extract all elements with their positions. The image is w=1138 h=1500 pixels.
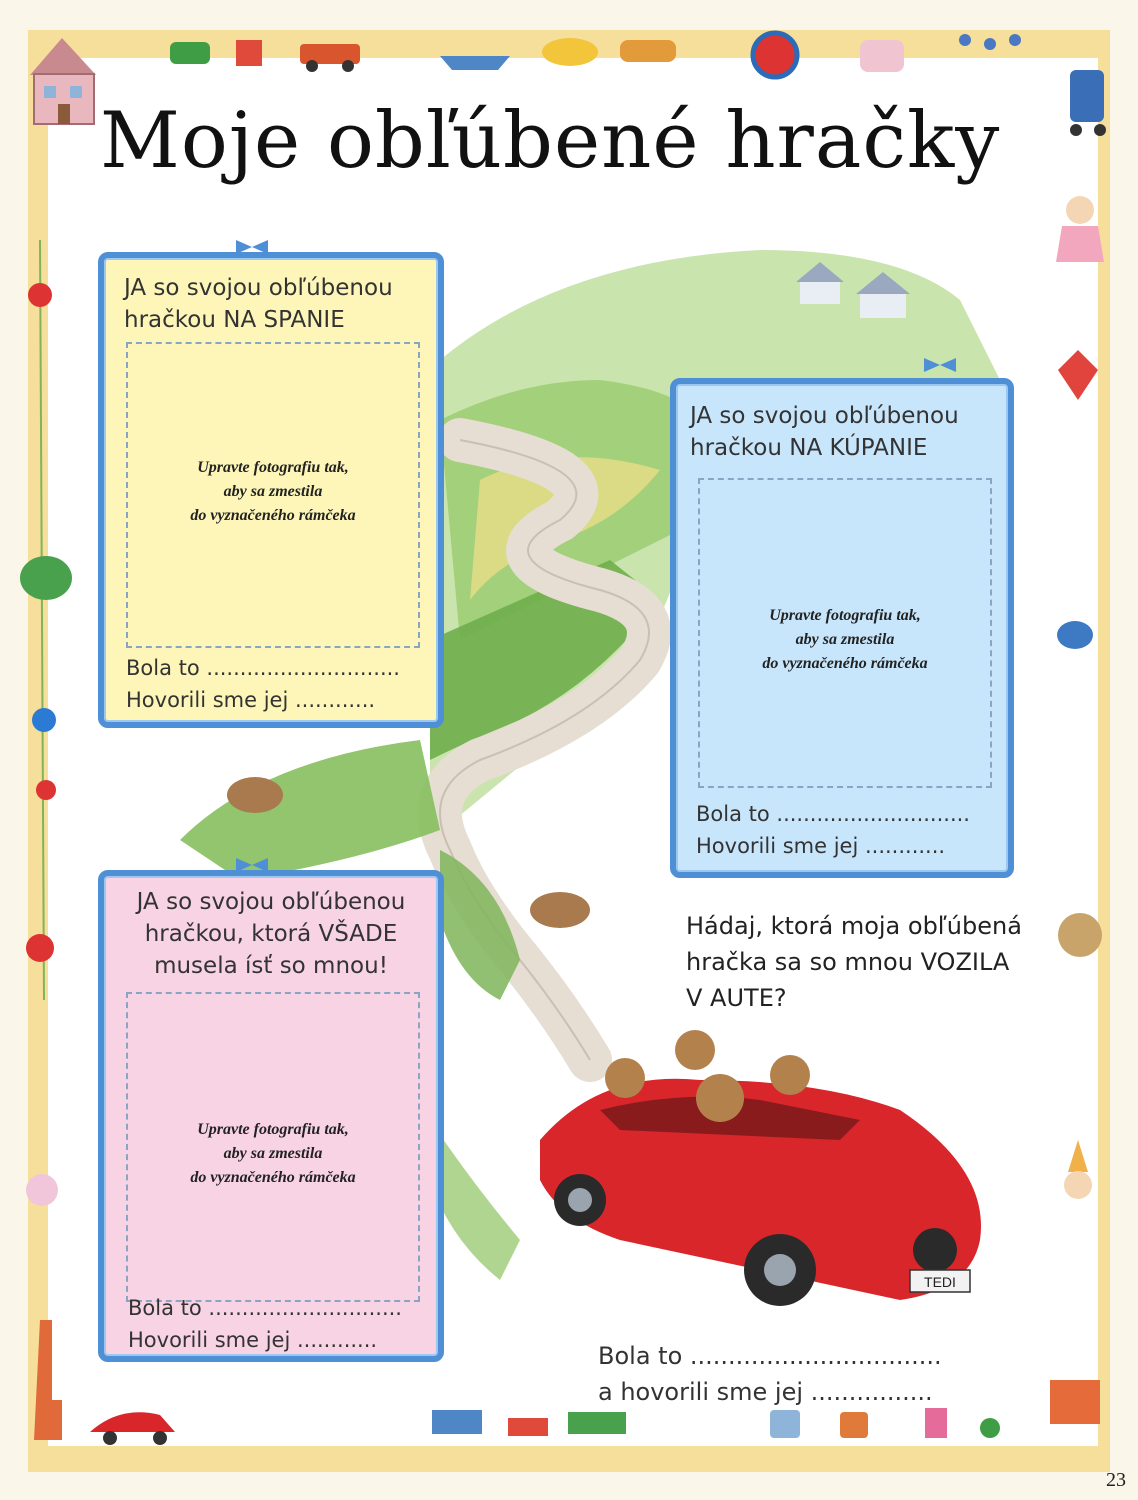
- heading-line: musela ísť so mnou!: [154, 953, 388, 979]
- page-number: 23: [1106, 1469, 1126, 1491]
- fill-called-line[interactable]: Hovorili sme jej ............: [128, 1328, 378, 1352]
- question-line: Hádaj, ktorá moja obľúbená: [686, 912, 1022, 940]
- fill-name-line[interactable]: Bola to .............................: [126, 656, 400, 680]
- rabbit-icon: [530, 892, 590, 928]
- car-question: [686, 908, 1066, 1016]
- heading-line: JA so svojou obľúbenou: [124, 275, 393, 301]
- red-convertible-illustration: [540, 1030, 981, 1306]
- card-sleep-toy: [98, 252, 444, 728]
- ribbon-bow-icon: [920, 356, 960, 374]
- hint-line: Upravte fotografiu tak,: [769, 607, 921, 624]
- hint-line: Upravte fotografiu tak,: [197, 1121, 349, 1138]
- license-plate: TEDI: [924, 1274, 956, 1290]
- hint-line: do vyznačeného rámčeka: [190, 1169, 356, 1186]
- heading-line: hračkou NA SPANIE: [124, 307, 345, 333]
- heading-line: JA so svojou obľúbenou: [136, 889, 406, 915]
- fill-called-line[interactable]: Hovorili sme jej ............: [126, 688, 376, 712]
- card-bath-toy: [670, 378, 1014, 878]
- card-heading: [104, 886, 438, 982]
- photo-placeholder[interactable]: [126, 342, 420, 648]
- hint-line: do vyznačeného rámčeka: [190, 507, 356, 524]
- photo-hint: [700, 604, 990, 676]
- photo-placeholder[interactable]: [698, 478, 992, 788]
- hint-line: aby sa zmestila: [223, 1145, 323, 1162]
- ribbon-bow-icon: [232, 238, 272, 256]
- card-heading: [104, 272, 438, 336]
- photo-placeholder[interactable]: [126, 992, 420, 1302]
- fill-name-line[interactable]: Bola to .............................: [128, 1296, 402, 1320]
- ribbon-bow-icon: [232, 856, 272, 874]
- hint-line: aby sa zmestila: [223, 483, 323, 500]
- page-title: Moje obľúbené hračky: [100, 96, 1001, 186]
- photo-hint: [128, 1118, 418, 1190]
- heading-line: hračkou, ktorá VŠADE: [144, 921, 398, 947]
- fill-name-line[interactable]: Bola to .............................: [696, 802, 970, 826]
- fill-called-line[interactable]: Hovorili sme jej ............: [696, 834, 946, 858]
- hint-line: aby sa zmestila: [795, 631, 895, 648]
- heading-line: hračkou NA KÚPANIE: [690, 435, 928, 461]
- car-fill-called-line[interactable]: a hovorili sme jej ................: [598, 1378, 933, 1406]
- car-fill-name-line[interactable]: Bola to .................................: [598, 1342, 942, 1370]
- heading-line: JA so svojou obľúbenou: [690, 403, 959, 429]
- hint-line: Upravte fotografiu tak,: [197, 459, 349, 476]
- photo-hint: [128, 456, 418, 528]
- hint-line: do vyznačeného rámčeka: [762, 655, 928, 672]
- question-line: V AUTE?: [686, 984, 787, 1012]
- card-everywhere-toy: [98, 870, 444, 1362]
- rabbit-icon: [227, 777, 283, 813]
- question-line: hračka sa so mnou VOZILA: [686, 948, 1010, 976]
- card-heading: [676, 400, 1008, 464]
